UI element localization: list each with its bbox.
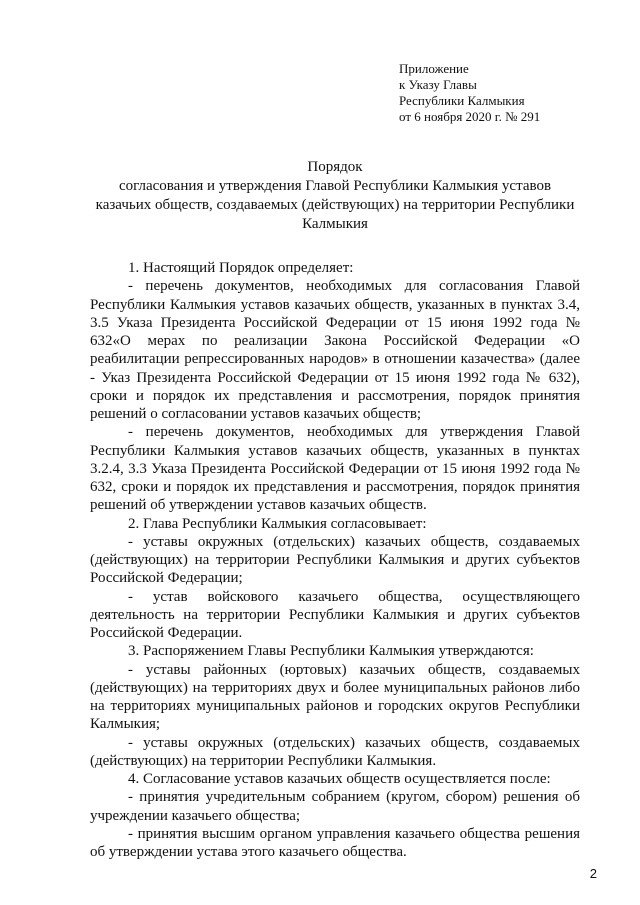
appendix-note xyxy=(399,61,540,125)
paragraph: - перечень документов, необходимых для согласования Главой Республики Калмыкия уставов казачьих обществ, указанных в пунктах 3.4, 3.5 Указа Президента Российской Федерации от 15 июня 1992 года № 632«О мерах по реализации Закона Российской Федерации «О реабилитации репрессированных народов» в отношении казачества» (далее - Указ Президента Российской Федерации от 15 июня 1992 года № 632), сроки и порядок их представления и рассмотрения, порядок принятия решений о согласовании уставов казачьих обществ; xyxy=(90,278,580,422)
paragraph: - уставы окружных (отдельских) казачьих обществ, создаваемых (действующих) на территории Республики Калмыкия и других субъектов Российской Федерации; xyxy=(90,533,580,587)
page-number: 2 xyxy=(589,866,597,881)
appendix-line: Республики Калмыкия xyxy=(399,93,525,108)
paragraph: 2. Глава Республики Калмыкия согласовывает: xyxy=(128,515,427,532)
paragraph: - устав войскового казачьего общества, осуществляющего деятельность на территории Республики Калмыкия и других субъектов Российской Федерации. xyxy=(90,588,580,641)
paragraph: - принятия высшим органом управления казачьего общества решения об утверждении устава этого казачьего общества. xyxy=(90,825,580,860)
appendix-line: от 6 ноября 2020 г. № 291 xyxy=(399,109,541,124)
title-subtitle: согласования и утверждения Главой Республики Калмыкия уставов казачьих обществ, создаваемых (действующих) на территории Республики Калмыкия xyxy=(95,178,575,232)
document-title xyxy=(90,158,580,234)
paragraph: 4. Согласование уставов казачьих обществ осуществляется после: xyxy=(128,771,551,787)
paragraph: 1. Настоящий Порядок определяет: xyxy=(128,260,354,276)
paragraph: - принятия учредительным собранием (кругом, сбором) решения об учреждении казачьего общества; xyxy=(90,789,580,824)
paragraph: - уставы районных (юртовых) казачьих обществ, создаваемых (действующих) на территориях двух и более муниципальных районов либо на территориях муниципальных районов и городских округов Республики Калмыкия; xyxy=(90,661,580,733)
appendix-line: к Указу Главы xyxy=(399,77,477,92)
appendix-line: Приложение xyxy=(399,61,469,76)
title-heading: Порядок xyxy=(307,159,363,175)
paragraph: 3. Распоряжением Главы Республики Калмыкия утверждаются: xyxy=(128,643,534,660)
document-body xyxy=(90,259,580,861)
paragraph: - перечень документов, необходимых для утверждения Главой Республики Калмыкия уставов казачьих обществ, указанных в пунктах 3.2.4, 3.3 Указа Президента Российской Федерации от 15 июня 1992 года № 632, сроки и порядок их представления и рассмотрения, порядок принятия решений об утверждении уставов казачьих обществ. xyxy=(90,424,580,514)
paragraph: - уставы окружных (отдельских) казачьих обществ, создаваемых (действующих) на территории Республики Калмыкия. xyxy=(90,734,580,769)
